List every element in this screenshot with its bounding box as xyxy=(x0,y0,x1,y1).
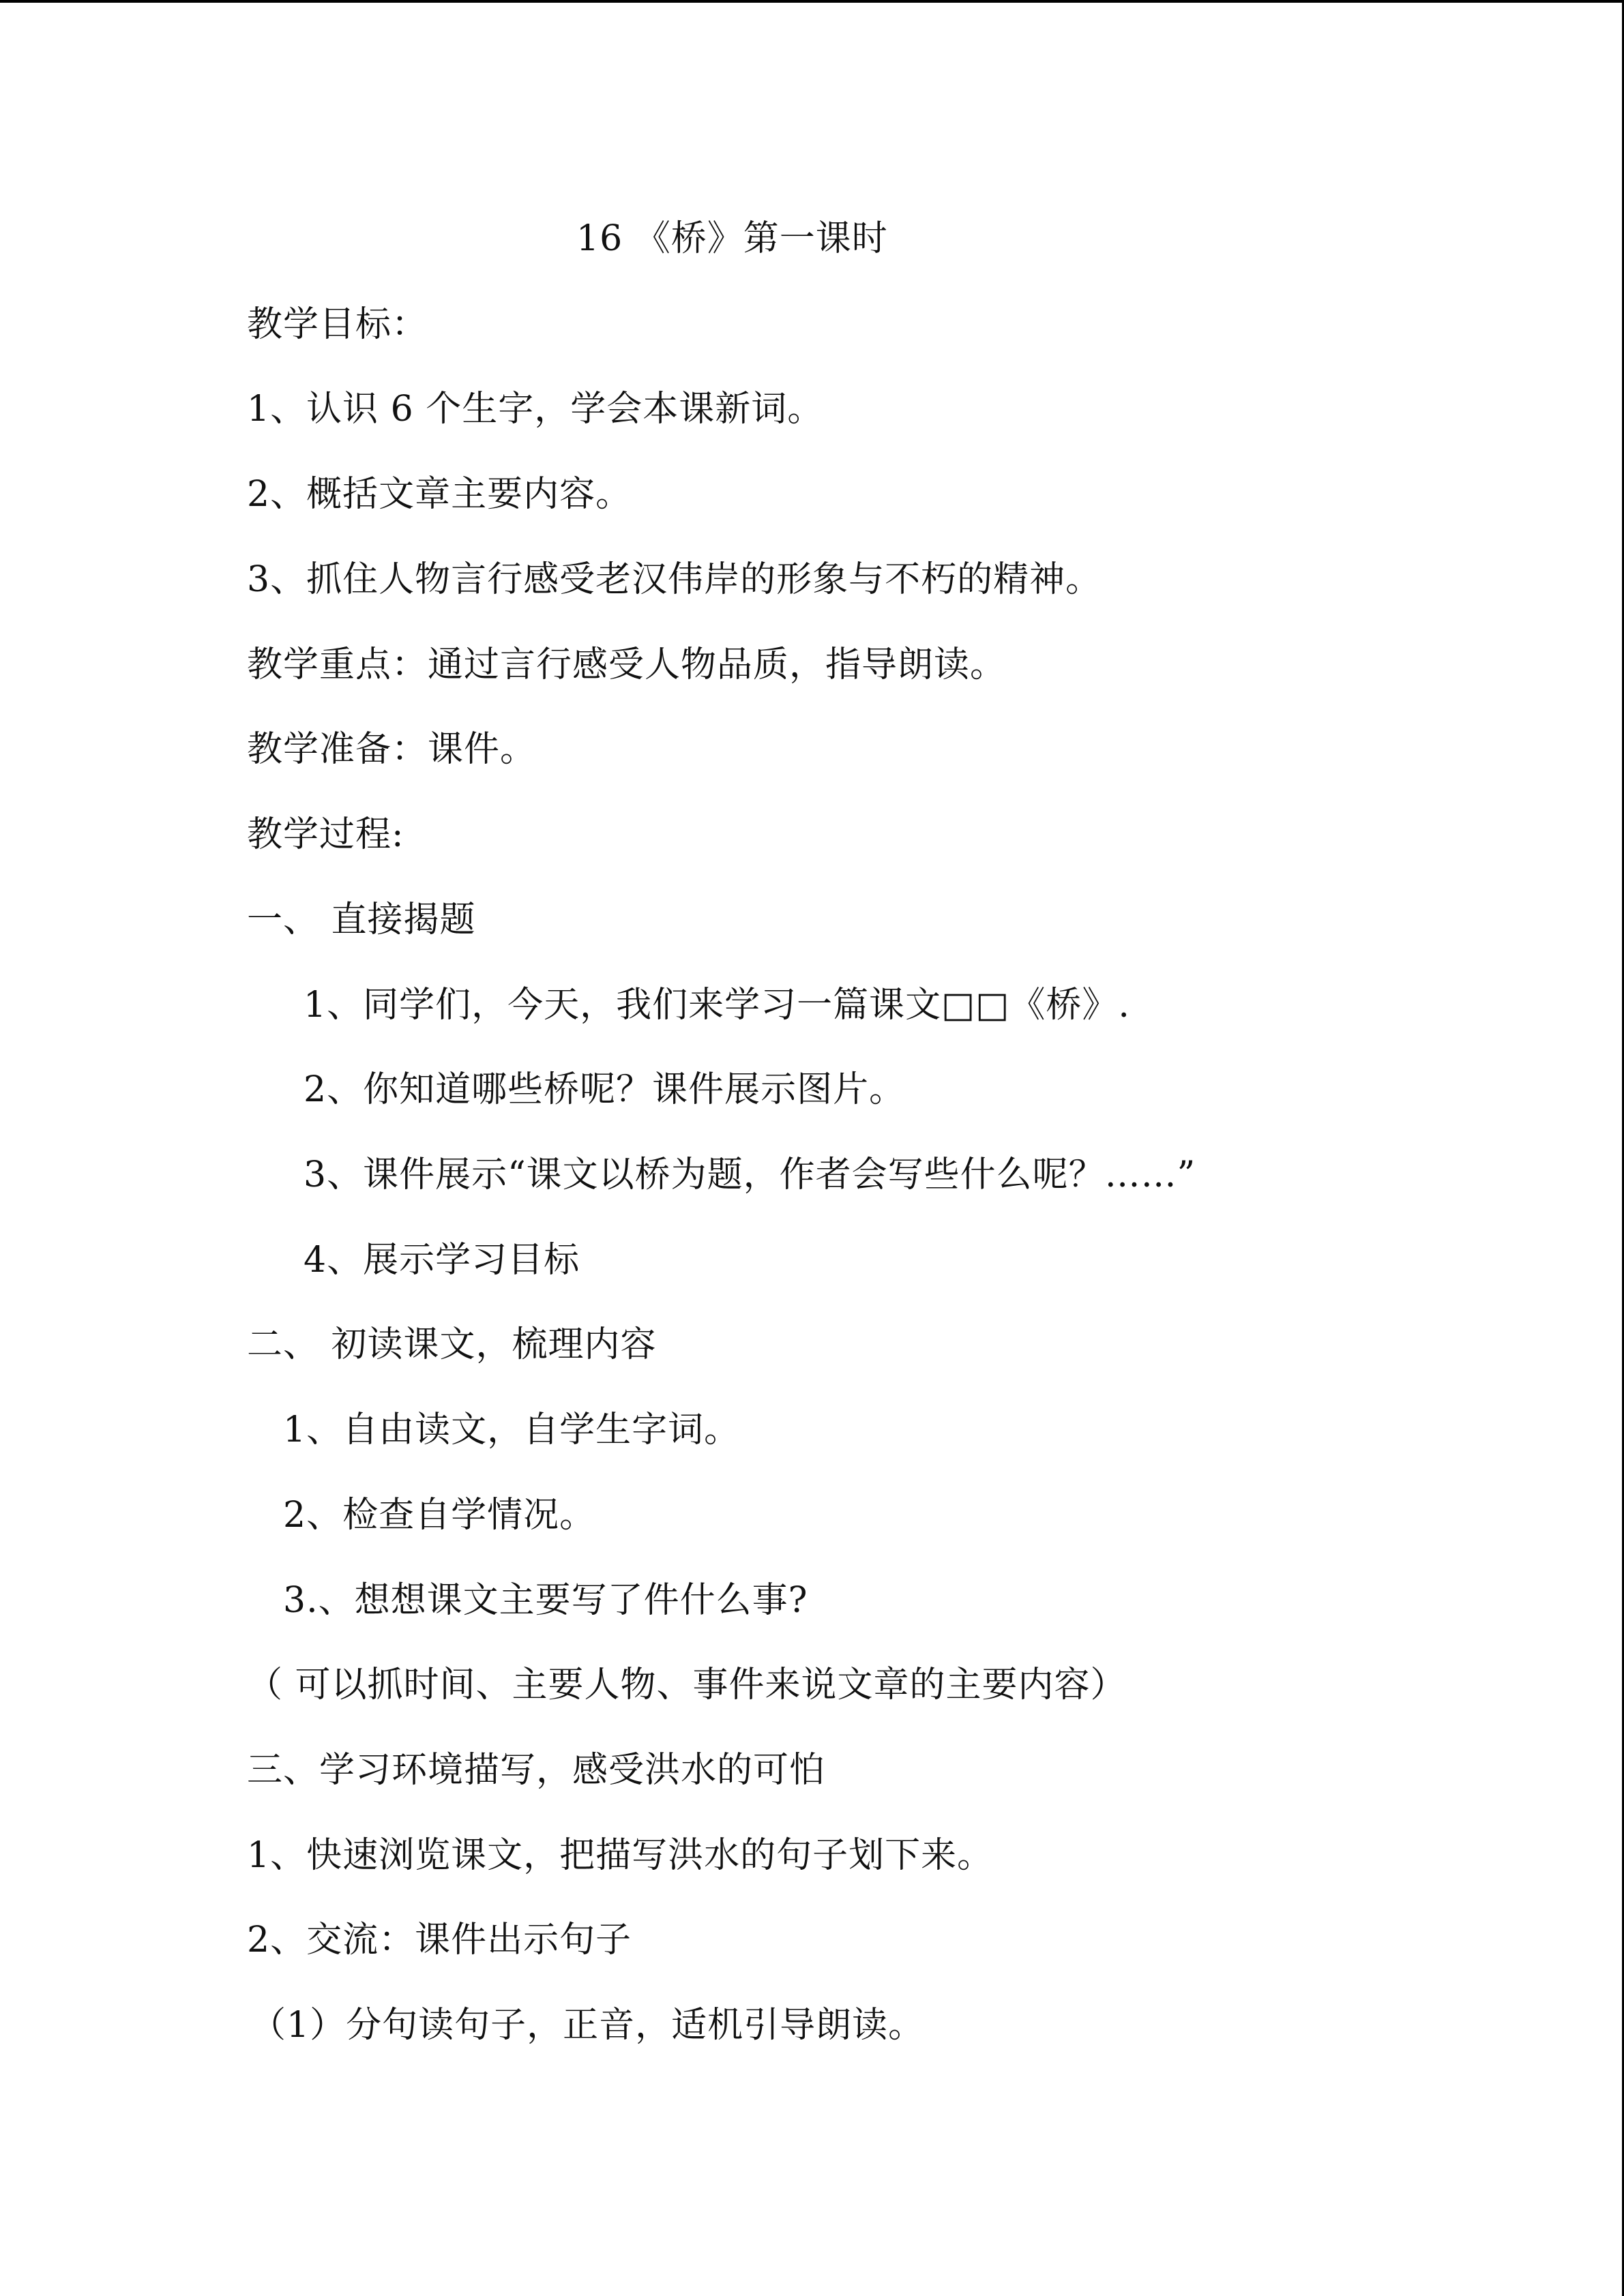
section-3-substep-1: （1）分句读句子，正音，适机引导朗读。 xyxy=(250,2005,925,2046)
section-1-step-4: 4、展示学习目标 xyxy=(304,1240,580,1281)
section-2-step-1: 1、自由读文，自学生字词。 xyxy=(283,1410,741,1450)
document-title: 16 《桥》第一课时 xyxy=(576,218,888,259)
section-3-step-1: 1、快速浏览课文，把描写洪水的句子划下来。 xyxy=(247,1835,994,1876)
section-2-heading: 二、 初读课文，梳理内容 xyxy=(247,1324,657,1365)
section-3-step-2: 2、交流：课件出示句子 xyxy=(247,1920,632,1960)
section-1-heading: 一、 直接揭题 xyxy=(247,899,476,940)
heading-teaching-goals: 教学目标： xyxy=(247,304,428,345)
goal-item-1: 1、认识 6 个生字，学会本课新词。 xyxy=(247,389,824,430)
section-3-heading: 三、学习环境描写，感受洪水的可怕 xyxy=(247,1750,826,1791)
section-1-step-3: 3、课件展示“课文以桥为题，作者会写些什么呢？……” xyxy=(304,1154,1196,1195)
page-top-border xyxy=(0,0,1624,3)
section-1-step-1: 1、同学们，今天，我们来学习一篇课文□□《桥》. xyxy=(304,985,1130,1026)
section-2-step-2: 2、检查自学情况。 xyxy=(283,1495,596,1536)
goal-item-3: 3、抓住人物言行感受老汉伟岸的形象与不朽的精神。 xyxy=(247,559,1102,600)
section-1-step-2: 2、你知道哪些桥呢？课件展示图片。 xyxy=(304,1069,906,1110)
section-2-step-3: 3.、想想课文主要写了件什么事? xyxy=(283,1580,808,1621)
section-2-note: （ 可以抓时间、主要人物、事件来说文章的主要内容） xyxy=(247,1665,1127,1705)
teaching-focus: 教学重点：通过言行感受人物品质，指导朗读。 xyxy=(247,644,1007,685)
teaching-preparation: 教学准备：课件。 xyxy=(247,729,537,770)
heading-teaching-process: 教学过程: xyxy=(247,814,404,855)
goal-item-2: 2、概括文章主要内容。 xyxy=(247,474,632,515)
